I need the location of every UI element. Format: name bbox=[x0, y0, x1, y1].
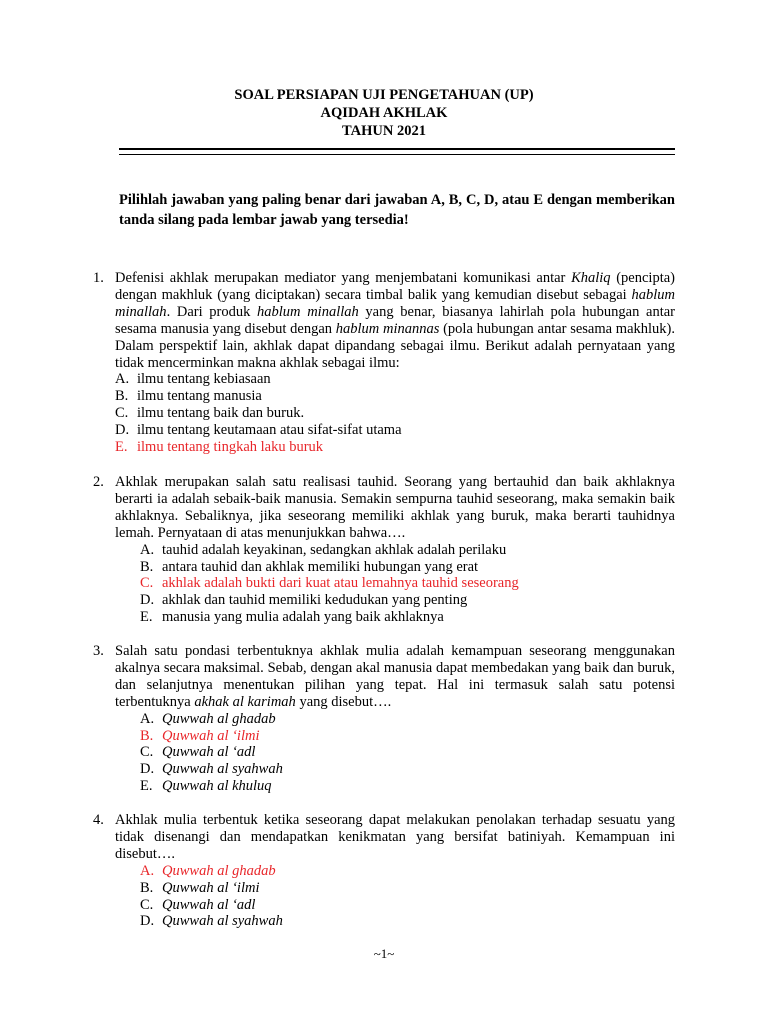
option-letter: B. bbox=[140, 727, 154, 744]
question-number: 2. bbox=[93, 474, 104, 490]
option-text: Quwwah al ‘adl bbox=[162, 744, 256, 761]
option-list bbox=[115, 371, 675, 455]
stem-text: Akhlak merupakan salah satu realisasi tauhid. Seorang yang bertauhid dan baik akhlaknya berarti ia adalah sebaik-baik manusia. Semakin sempurna tauhid seseorang, maka semakin baik akhlaknya. Sebaliknya, jika seseorang memiliki akhlak yang buruk, maka berarti tauhidnya lemah. Pernyataan di atas menunjukkan bahwa…. bbox=[115, 474, 675, 541]
option-letter: C. bbox=[140, 575, 154, 592]
header-year: TAHUN 2021 bbox=[342, 123, 426, 139]
document-header bbox=[0, 86, 768, 140]
question-stem bbox=[115, 643, 675, 711]
question-number: 4. bbox=[93, 812, 104, 828]
italic-term: hablum minallah bbox=[115, 286, 675, 320]
italic-term: hablum minannas bbox=[335, 320, 440, 337]
option-text: akhlak adalah bukti dari kuat atau lemahnya tauhid seseorang bbox=[162, 575, 519, 592]
question-4 bbox=[93, 812, 675, 930]
option-letter: E. bbox=[140, 609, 153, 626]
stem-text: Akhlak mulia terbentuk ketika seseorang dapat melakukan penolakan terhadap sesuatu yang tidak disenangi dan mendapatkan kenikmatan yang bersifat batiniyah. Kemampuan ini disebut…. bbox=[115, 812, 675, 862]
option-text: antara tauhid dan akhlak memiliki hubungan yang erat bbox=[162, 558, 479, 575]
question-stem bbox=[115, 270, 675, 371]
option-list bbox=[140, 863, 675, 931]
option-text: ilmu tentang keutamaan atau sifat-sifat utama bbox=[137, 422, 402, 439]
option-text: tauhid adalah keyakinan, sedangkan akhlak adalah perilaku bbox=[162, 541, 507, 558]
answer-option bbox=[115, 388, 675, 405]
answer-option bbox=[140, 575, 675, 592]
option-list bbox=[140, 711, 675, 795]
answer-option bbox=[140, 711, 675, 728]
option-text: Quwwah al khuluq bbox=[162, 778, 272, 795]
option-text: Quwwah al ‘adl bbox=[162, 896, 256, 913]
option-text: manusia yang mulia adalah yang baik akhlaknya bbox=[162, 609, 444, 626]
answer-option bbox=[140, 913, 675, 930]
option-letter: B. bbox=[140, 558, 154, 575]
italic-term: hablum minallah bbox=[257, 303, 359, 320]
question-number: 3. bbox=[93, 643, 104, 659]
option-letter: E. bbox=[115, 439, 128, 455]
option-list bbox=[140, 542, 675, 626]
stem-text: Defenisi akhlak merupakan mediator yang menjembatani komunikasi antar bbox=[115, 270, 572, 286]
page-number: ~1~ bbox=[373, 946, 395, 961]
option-text: Quwwah al syahwah bbox=[162, 913, 283, 930]
answer-option bbox=[140, 744, 675, 761]
option-letter: D. bbox=[140, 761, 155, 778]
option-letter: A. bbox=[115, 371, 130, 388]
italic-term: akhak al karimah bbox=[194, 693, 296, 710]
question-3 bbox=[93, 643, 675, 795]
option-text: Quwwah al ghadab bbox=[162, 710, 276, 727]
option-letter: D. bbox=[140, 913, 155, 930]
answer-option bbox=[140, 761, 675, 778]
option-letter: D. bbox=[140, 592, 155, 609]
answer-option bbox=[140, 559, 675, 576]
option-text: ilmu tentang tingkah laku buruk bbox=[137, 439, 324, 455]
question-stem bbox=[115, 812, 675, 863]
option-text: ilmu tentang baik dan buruk. bbox=[137, 405, 305, 422]
option-text: Quwwah al syahwah bbox=[162, 761, 283, 778]
option-letter: B. bbox=[115, 388, 129, 405]
header-subject: AQIDAH AKHLAK bbox=[320, 105, 448, 121]
option-text: Quwwah al ‘ilmi bbox=[162, 727, 260, 744]
answer-option bbox=[140, 863, 675, 880]
option-text: Quwwah al ‘ilmi bbox=[162, 879, 260, 896]
option-letter: A. bbox=[140, 541, 155, 558]
stem-text: . Dari produk bbox=[166, 303, 258, 320]
option-text: ilmu tentang manusia bbox=[137, 388, 262, 405]
instruction-text: Pilihlah jawaban yang paling benar dari jawaban A, B, C, D, atau E dengan memberikan tanda silang pada lembar jawab yang tersedia! bbox=[119, 192, 675, 228]
stem-text: yang disebut…. bbox=[295, 693, 392, 710]
option-text: akhlak dan tauhid memiliki kedudukan yang penting bbox=[162, 592, 468, 609]
stem-text: (pencipta) dengan makhluk (yang diciptakan) secara timbal balik yang kemudian disebut sebagai bbox=[115, 270, 675, 303]
answer-option bbox=[115, 405, 675, 422]
option-text: ilmu tentang kebiasaan bbox=[137, 371, 271, 388]
option-letter: E. bbox=[140, 778, 153, 795]
answer-option bbox=[140, 778, 675, 795]
answer-option bbox=[115, 439, 675, 456]
answer-option bbox=[140, 609, 675, 626]
header-title: SOAL PERSIAPAN UJI PENGETAHUAN (UP) bbox=[234, 87, 534, 103]
option-letter: A. bbox=[140, 710, 155, 727]
option-letter: B. bbox=[140, 879, 154, 896]
question-2 bbox=[93, 474, 675, 626]
italic-term: Khaliq bbox=[571, 270, 611, 286]
option-letter: A. bbox=[140, 862, 155, 879]
stem-text: yang benar, biasanya lahirlah pola hubungan antar sesama manusia yang disebut dengan bbox=[115, 303, 676, 337]
stem-text: Salah satu pondasi terbentuknya akhlak mulia adalah kemampuan seseorang menggunakan akalnya secara maksimal. Sebab, dengan akal manusia dapat membedakan yang baik dan buruk, dan selanjutnya menentukan pilihan yang tepat. Hal ini termasuk salah satu potensi terbentuknya bbox=[115, 643, 675, 710]
question-stem bbox=[115, 474, 675, 542]
option-letter: C. bbox=[140, 896, 154, 913]
question-number: 1. bbox=[93, 270, 104, 286]
answer-option bbox=[115, 422, 675, 439]
option-letter: C. bbox=[140, 744, 154, 761]
option-letter: D. bbox=[115, 422, 130, 439]
option-text: Quwwah al ghadab bbox=[162, 862, 276, 879]
answer-option bbox=[140, 880, 675, 897]
option-letter: C. bbox=[115, 405, 129, 422]
answer-option bbox=[140, 592, 675, 609]
stem-text: (pola hubungan antar sesama makhluk). Dalam perspektif lain, akhlak dapat dipandang sebagai ilmu. Berikut adalah pernyataan yang tidak mencerminkan makna akhlak sebagai ilmu: bbox=[115, 320, 676, 371]
answer-option bbox=[115, 371, 675, 388]
question-1 bbox=[93, 270, 675, 456]
header-divider-thick bbox=[119, 148, 675, 150]
header-divider-thin bbox=[119, 154, 675, 155]
answer-option bbox=[140, 728, 675, 745]
answer-option bbox=[140, 897, 675, 914]
answer-option bbox=[140, 542, 675, 559]
